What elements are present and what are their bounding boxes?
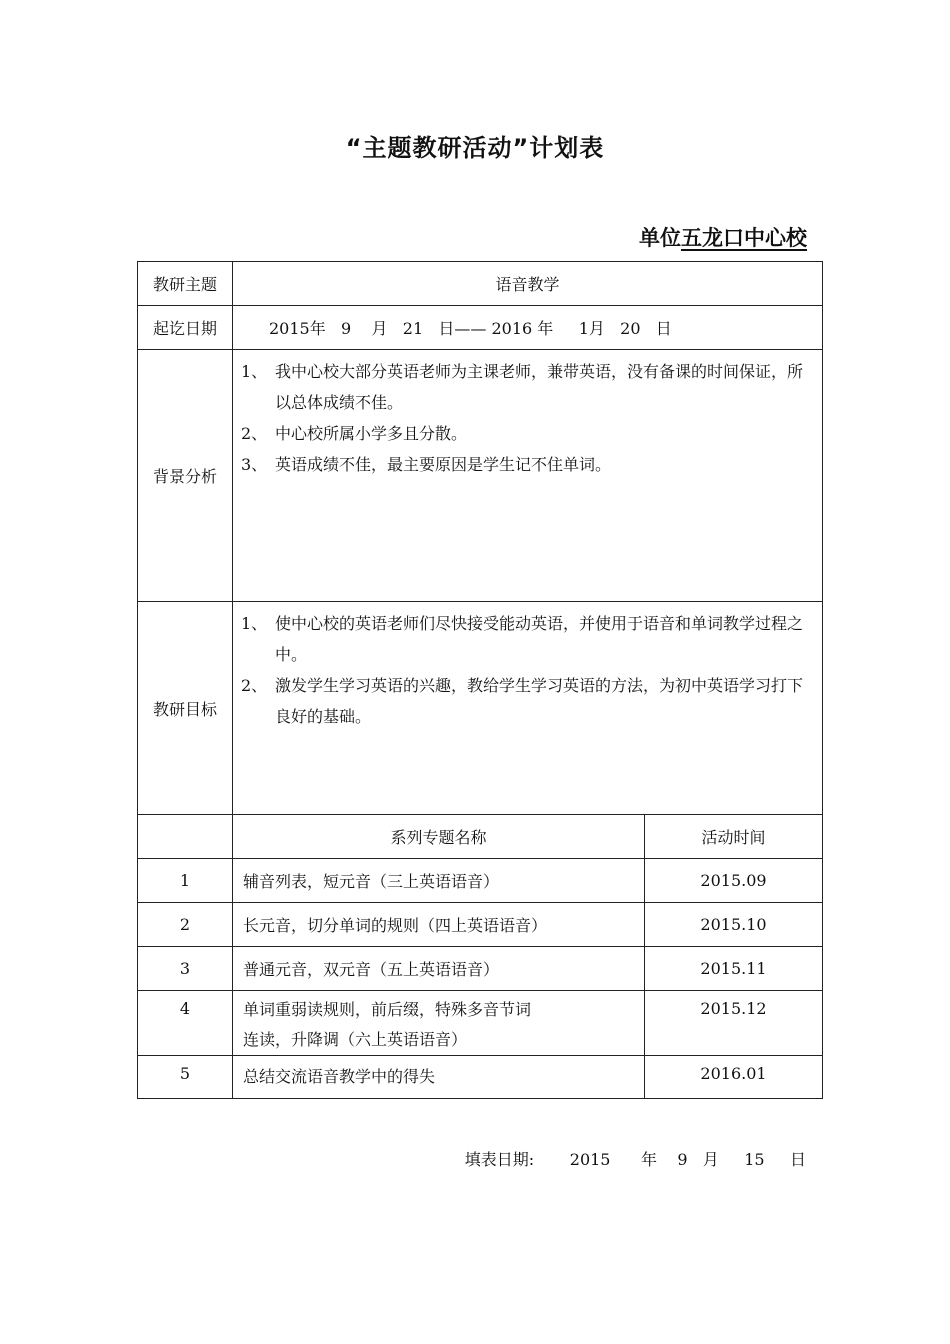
list-item: 1、 使中心校的英语老师们尽快接受能动英语，并使用于语音和单词教学过程之中。 xyxy=(241,614,804,664)
table-row xyxy=(138,859,823,903)
background-list xyxy=(241,356,814,480)
series-header-blank xyxy=(138,815,233,859)
series-no: 1 xyxy=(138,859,233,903)
topic-value: 语音教学 xyxy=(233,262,823,306)
series-name: 普通元音，双元音（五上英语语音） xyxy=(233,947,645,991)
series-time: 2016.01 xyxy=(645,1056,823,1099)
list-item: 2、 中心校所属小学多且分散。 xyxy=(241,424,468,443)
series-name: 总结交流语音教学中的得失 xyxy=(233,1056,645,1099)
period-label: 起讫日期 xyxy=(138,306,233,350)
fill-date: 填表日期: 2015 年 9 月 15 日 xyxy=(464,1150,806,1169)
series-header-time: 活动时间 xyxy=(645,815,823,859)
unit-name: 五龙口中心校 xyxy=(681,226,807,250)
goals-row xyxy=(138,602,823,815)
background-label: 背景分析 xyxy=(138,350,233,602)
period-row xyxy=(138,306,823,350)
goals-label: 教研目标 xyxy=(138,602,233,815)
series-time: 2015.09 xyxy=(645,859,823,903)
background-row xyxy=(138,350,823,602)
series-header-name: 系列专题名称 xyxy=(233,815,645,859)
goals-list xyxy=(241,608,814,732)
series-no: 4 xyxy=(138,991,233,1056)
unit-line xyxy=(639,222,807,252)
goals-content xyxy=(233,602,823,815)
topic-label: 教研主题 xyxy=(138,262,233,306)
list-item: 3、 英语成绩不佳，最主要原因是学生记不住单词。 xyxy=(241,455,612,474)
table-row xyxy=(138,947,823,991)
background-content xyxy=(233,350,823,602)
table-row xyxy=(138,903,823,947)
series-name: 长元音，切分单词的规则（四上英语语音） xyxy=(233,903,645,947)
page-title: “主题教研活动”计划表 xyxy=(345,134,605,162)
series-time: 2015.10 xyxy=(645,903,823,947)
series-time: 2015.11 xyxy=(645,947,823,991)
table-row xyxy=(138,991,823,1056)
plan-table xyxy=(137,261,823,1099)
series-name xyxy=(233,991,645,1056)
table-row xyxy=(138,1056,823,1099)
series-no: 3 xyxy=(138,947,233,991)
unit-label: 单位 xyxy=(639,226,681,250)
series-name: 辅音列表，短元音（三上英语语音） xyxy=(233,859,645,903)
topic-row xyxy=(138,262,823,306)
list-item: 2、 激发学生学习英语的兴趣，教给学生学习英语的方法，为初中英语学习打下良好的基础。 xyxy=(241,676,804,726)
period-value: 2015年 9 月 21 日—— 2016 年 1月 20 日 xyxy=(233,306,823,350)
list-item: 1、 我中心校大部分英语老师为主课老师，兼带英语，没有备课的时间保证，所以总体成绩不佳。 xyxy=(241,362,804,412)
series-name-line: 单词重弱读规则，前后缀，特殊多音节词 xyxy=(243,1000,532,1019)
series-no: 2 xyxy=(138,903,233,947)
series-header-row xyxy=(138,815,823,859)
series-time: 2015.12 xyxy=(645,991,823,1056)
series-name-line: 连读，升降调（六上英语语音） xyxy=(243,1030,468,1049)
series-no: 5 xyxy=(138,1056,233,1099)
